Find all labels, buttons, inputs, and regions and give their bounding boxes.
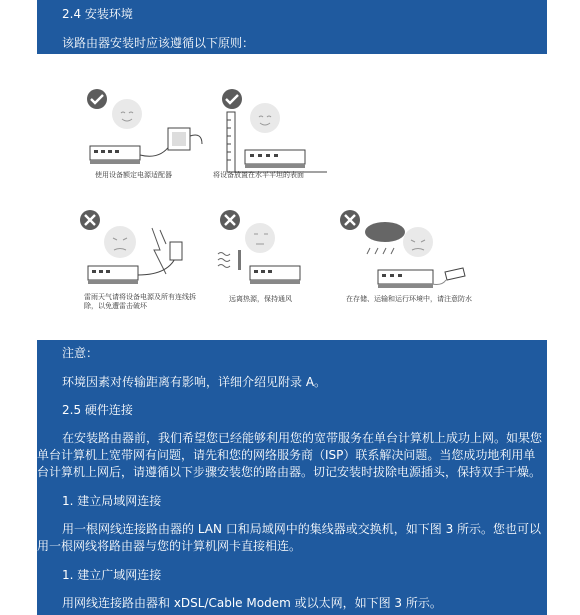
install-intro: 该路由器安装时应该遵循以下原则： (62, 36, 255, 50)
rain-cloud-icon (365, 222, 405, 254)
sad-face-icon (403, 227, 433, 257)
step-lan-text: 用一根网线连接路由器的 LAN 口和局域网中的集线器或交换机，如下图 3 所示。您也可以用一根网线将路由器与您的计算机网卡直接相连。 (37, 522, 542, 553)
section-heading-install: 2.4 安装环境 (62, 7, 133, 21)
power-adapter-icon (140, 128, 202, 156)
cross-icon (80, 210, 100, 230)
caption-heat: 远离热源，保持通风 (229, 295, 292, 303)
heat-wave-icon (218, 250, 241, 270)
caption-level-surface: 将设备放置在水平平坦的表面 (213, 171, 304, 179)
check-icon (87, 89, 107, 109)
lightning-icon (152, 228, 166, 274)
router-icon (245, 150, 305, 168)
router-icon (250, 266, 300, 284)
router-icon (378, 270, 433, 288)
section-heading-hardware: 2.5 硬件连接 (62, 403, 133, 417)
note-text: 环境因素对传输距离有影响，详细介绍见附录 A。 (62, 375, 327, 389)
hot-face-icon (245, 223, 275, 253)
caption-adapter: 使用设备额定电源适配器 (95, 171, 172, 179)
router-icon (90, 146, 140, 164)
step-wan-title: 1. 建立广域网连接 (62, 568, 162, 582)
cross-icon (340, 210, 360, 230)
spilled-cup-icon (432, 268, 465, 285)
installation-guidelines-illustration (60, 70, 520, 330)
smile-face-icon (250, 103, 280, 133)
sad-face-icon (104, 226, 136, 258)
hardware-intro-paragraph: 在安装路由器前，我们希望您已经能够利用您的宽带服务在单台计算机上成功上网。如果您单台计算机上宽带网有问题，请先和您的网络服务商（ISP）联系解决问题。当您成功地利用单台计算机上网后，请遵循以下步骤安装您的路由器。切记安装时拔除电源插头，保持双手干燥。 (37, 431, 543, 479)
cross-icon (220, 210, 240, 230)
step-lan-title: 1. 建立局域网连接 (62, 494, 162, 508)
step-wan-text: 用网线连接路由器和 xDSL/Cable Modem 或以太网，如下图 3 所示。 (62, 596, 442, 610)
router-icon (88, 242, 182, 284)
caption-thunderstorm: 雷雨天气请将设备电源及所有连线拆除，以免遭雷击破坏 (84, 293, 196, 310)
caption-water: 在存储、运输和运行环境中，请注意防水 (346, 295, 472, 303)
note-label: 注意： (62, 346, 99, 360)
smile-face-icon (112, 99, 142, 129)
check-icon (222, 89, 242, 109)
